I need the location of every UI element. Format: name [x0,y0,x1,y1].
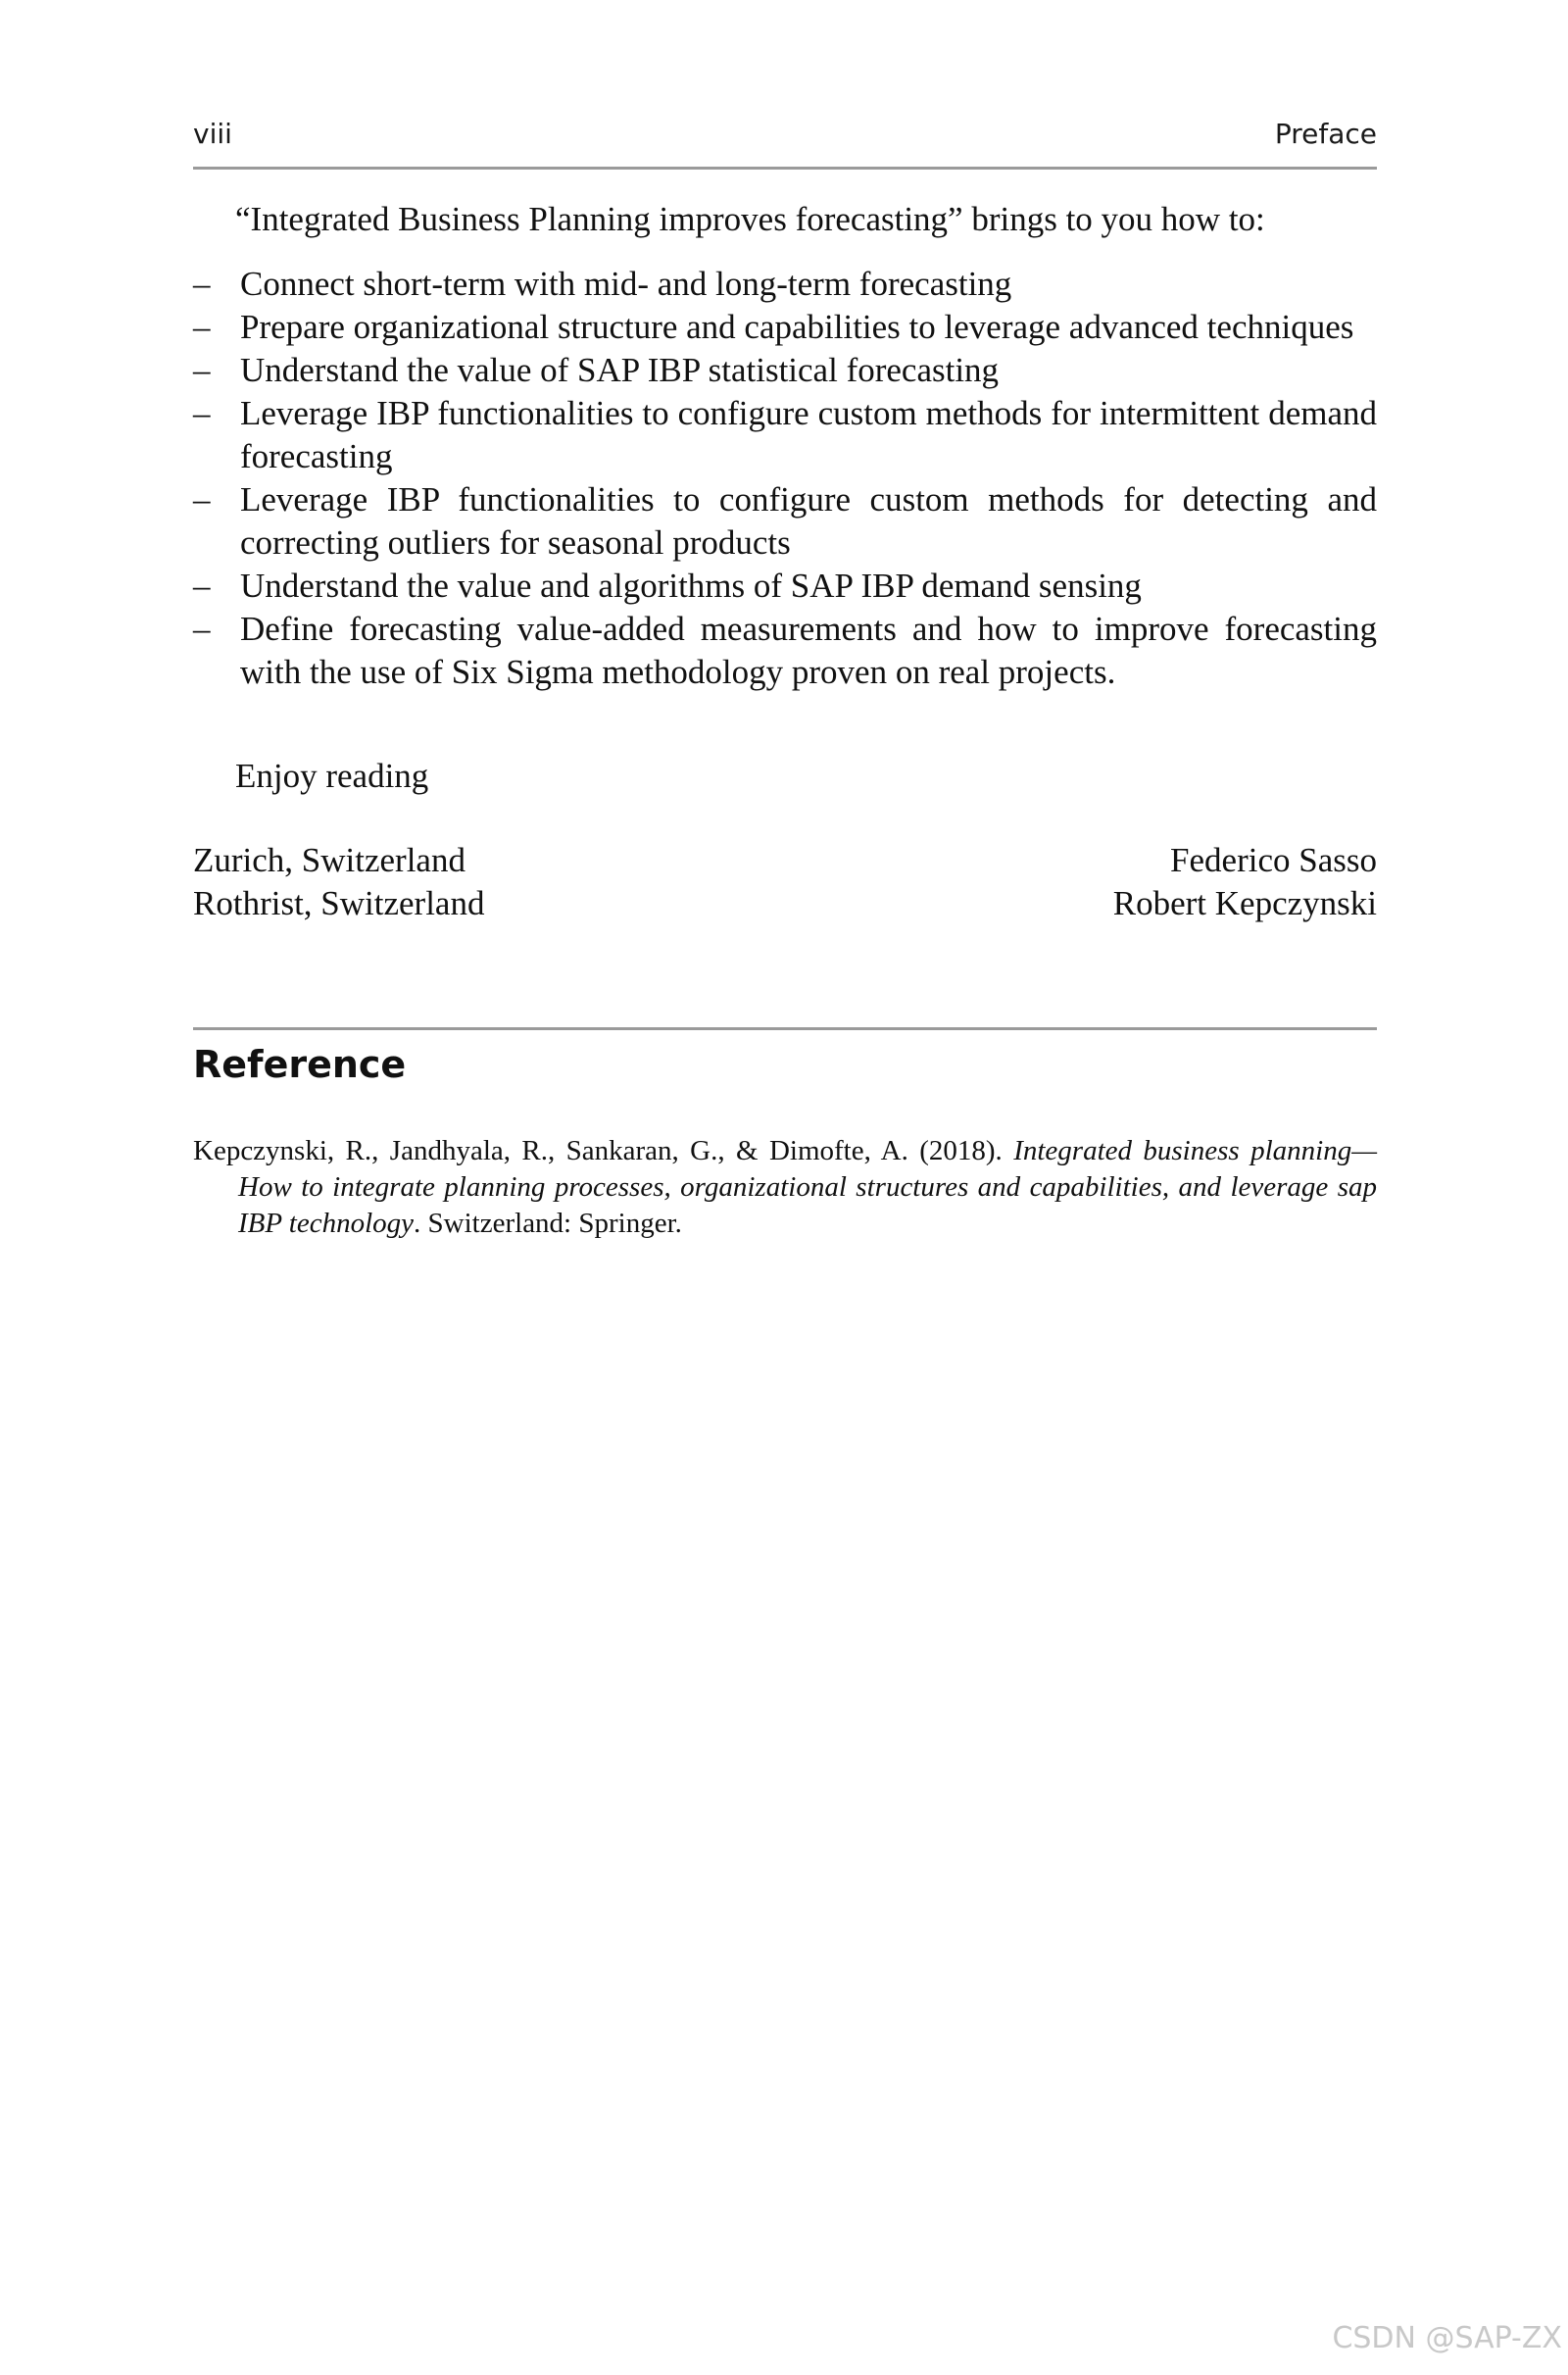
closing-line: Enjoy reading [235,757,429,795]
reference-rule [193,1027,1377,1030]
running-head [193,118,1377,150]
dash-marker: – [193,265,211,303]
signature-name: Robert Kepczynski [1112,884,1377,922]
list-item-text: Understand the value and algorithms of SAP IBP demand sensing [240,567,1142,605]
list-item-text: Prepare organizational structure and capabilities to leverage advanced techniques [240,308,1354,346]
list-item [193,478,1377,565]
watermark: CSDN @SAP-ZX [1332,2321,1562,2355]
dash-marker: – [193,308,211,346]
list-item [193,306,1377,349]
bullet-list [193,263,1377,694]
list-item-text: Define forecasting value-added measurements and how to improve forecasting with the use of Six Sigma methodology proven on real projects. [240,610,1377,691]
signature-place: Rothrist, Switzerland [193,884,485,922]
list-item-text: Connect short-term with mid- and long-term forecasting [240,265,1012,303]
signature-name: Federico Sasso [1170,841,1377,879]
list-item-text: Leverage IBP functionalities to configure custom methods for detecting and correcting outliers for seasonal products [240,480,1377,562]
list-item-text: Leverage IBP functionalities to configure custom methods for intermittent demand forecasting [240,394,1377,475]
reference-heading: Reference [193,1043,407,1086]
list-item [193,565,1377,608]
header-rule [193,167,1377,170]
list-item [193,392,1377,478]
list-item [193,349,1377,392]
reference-authors: Kepczynski, R., Jandhyala, R., Sankaran, G., & Dimofte, A. (2018). [193,1135,1014,1166]
reference-entry [193,1133,1377,1242]
reference-publisher: . Switzerland: Springer. [414,1208,682,1239]
dash-marker: – [193,567,211,605]
dash-marker: – [193,480,211,519]
intro-paragraph: “Integrated Business Planning improves forecasting” brings to you how to: [235,200,1265,238]
signature-row [193,839,1377,882]
dash-marker: – [193,394,211,432]
reference-title: Integrated business planning—How to integrate planning processes, organizational structures and capabilities, and leverage sap IBP technology [238,1135,1377,1239]
list-item-text: Understand the value of SAP IBP statistical forecasting [240,351,1000,389]
list-item [193,608,1377,694]
dash-marker: – [193,351,211,389]
list-item [193,263,1377,306]
page-number: viii [193,118,232,150]
signature-place: Zurich, Switzerland [193,841,466,879]
dash-marker: – [193,610,211,648]
signature-block [193,839,1377,925]
signature-row [193,882,1377,925]
section-title: Preface [1274,118,1377,150]
